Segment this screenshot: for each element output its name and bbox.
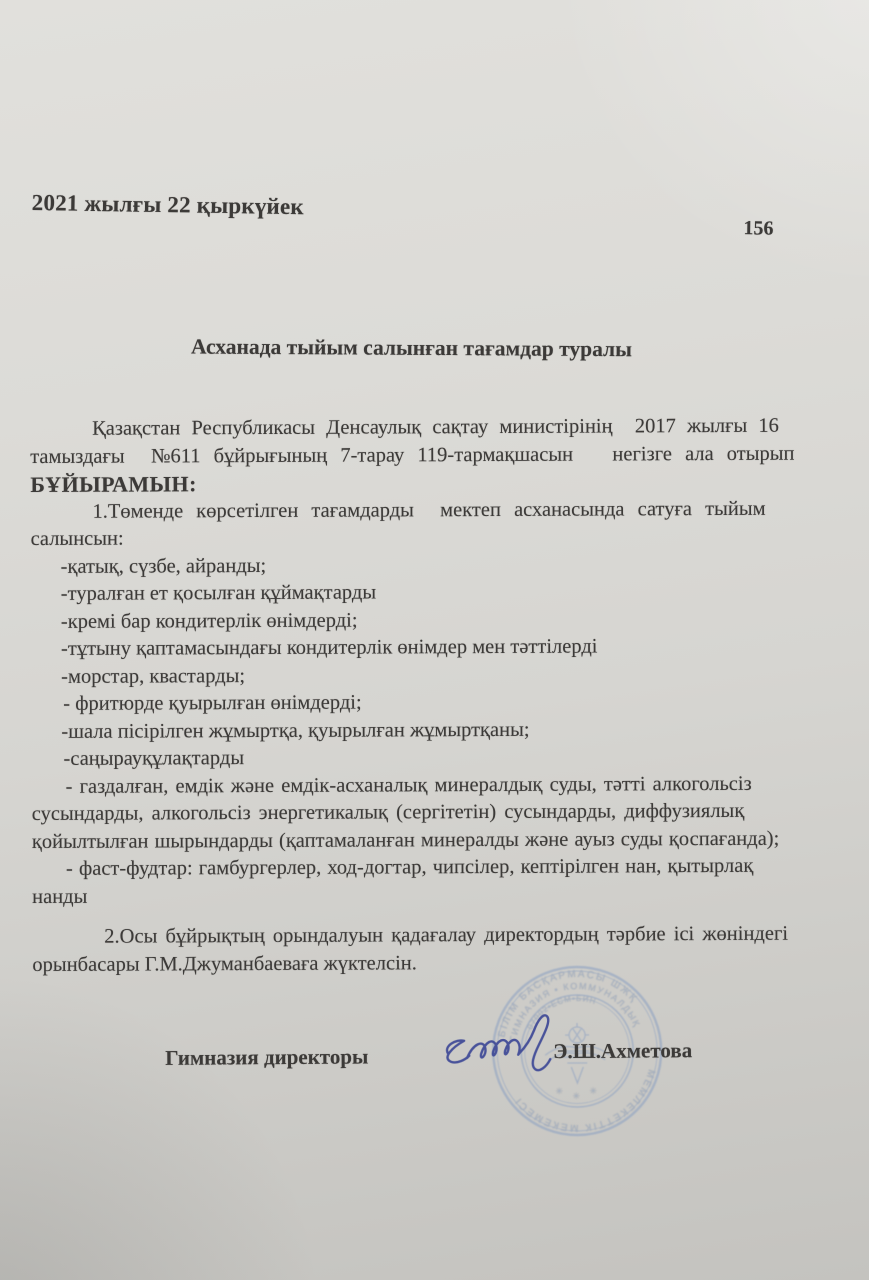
- document-line: -морстар, квастарды;: [61, 664, 246, 688]
- document-line: тамыздағы №611 бұйрығының 7-тарау 119-тармақшасын негізге ала отырып: [30, 442, 795, 468]
- document-line: -саңырауқұлақтарды: [63, 747, 245, 770]
- document-number: 156: [743, 217, 774, 240]
- svg-text:✳: ✳: [572, 1090, 581, 1102]
- document-line: -кремі бар кондитерлік өнімдерді;: [60, 609, 358, 633]
- svg-text:МЕМЛЕКЕТТІК МЕКЕМЕСІ: МЕМЛЕКЕТТІК МЕКЕМЕСІ: [512, 1067, 657, 1134]
- document-line: Қазақстан Республикасы Денсаулық сақтау министірінің 2017 жылғы 16: [92, 414, 779, 440]
- document-line: -туралған ет қосылған құймақтарды: [60, 581, 377, 605]
- document-line: -қатық, сүзбе, айранды;: [60, 554, 267, 578]
- document-line: орынбасары Г.М.Джуманбаеваға жүктелсін.: [32, 951, 417, 976]
- document-title: Асханада тыйым салынған тағамдар туралы: [190, 334, 633, 362]
- document-line: -шала пісірілген жұмыртқа, қуырылған жұмыртқаны;: [61, 718, 530, 743]
- signature-name: Э.Ш.Ахметова: [553, 1038, 693, 1064]
- document-line: - фаст-фудтар: гамбургерлер, ход-догтар, чипсілер, кептірілген нан, қытырлақ: [65, 854, 754, 880]
- document-line: - фритюрде қуырылған өнімдерді;: [63, 691, 362, 715]
- handwritten-signature: [438, 1001, 569, 1092]
- document-line: сусындарды, алкогольсіз энергетикалық (сергітетін) сусындарды, диффузиялық: [31, 799, 745, 825]
- document-date: 2021 жылғы 22 қыркүйек: [31, 190, 305, 220]
- svg-text:✳: ✳: [555, 1086, 564, 1097]
- svg-text:БІЛІМ БАСҚАРМАСЫ ШЖҚ: БІЛІМ БАСҚАРМАСЫ ШЖҚ: [496, 968, 640, 1039]
- document-line: - газдалған, емдік және емдік-асханалық минералдық суды, тәтті алкогольсіз: [65, 772, 752, 798]
- document-line: 1.Төменде көрсетілген тағамдарды мектеп асханасында сатуға тыйым: [92, 497, 766, 523]
- document-line: 2.Осы бұйрықтың орындалуын қадағалау директордың тәрбие ісі жөніндегі: [104, 922, 789, 948]
- document-line: салынсын:: [30, 527, 124, 550]
- document-line: -тұтыну қаптамасындағы кондитерлік өнімдер мен тәттілерді: [60, 635, 598, 660]
- document-line: қойылтылған шырындарды (қаптамаланған минералды және ауыз суды қоспағанда);: [31, 827, 780, 853]
- svg-text:07002▪ЕСМ▪БИН: 07002▪ЕСМ▪БИН: [525, 993, 598, 1031]
- svg-text:ГИМНАЗИЯ ▪ КОММУНАЛДЫҚ: ГИМНАЗИЯ ▪ КОММУНАЛДЫҚ: [507, 980, 643, 1043]
- svg-text:✳: ✳: [589, 1085, 598, 1096]
- document-line: нанды: [32, 885, 88, 908]
- document-line: БҰЙЫРАМЫН:: [30, 471, 197, 497]
- signature-position-label: Гимназия директоры: [165, 1044, 369, 1070]
